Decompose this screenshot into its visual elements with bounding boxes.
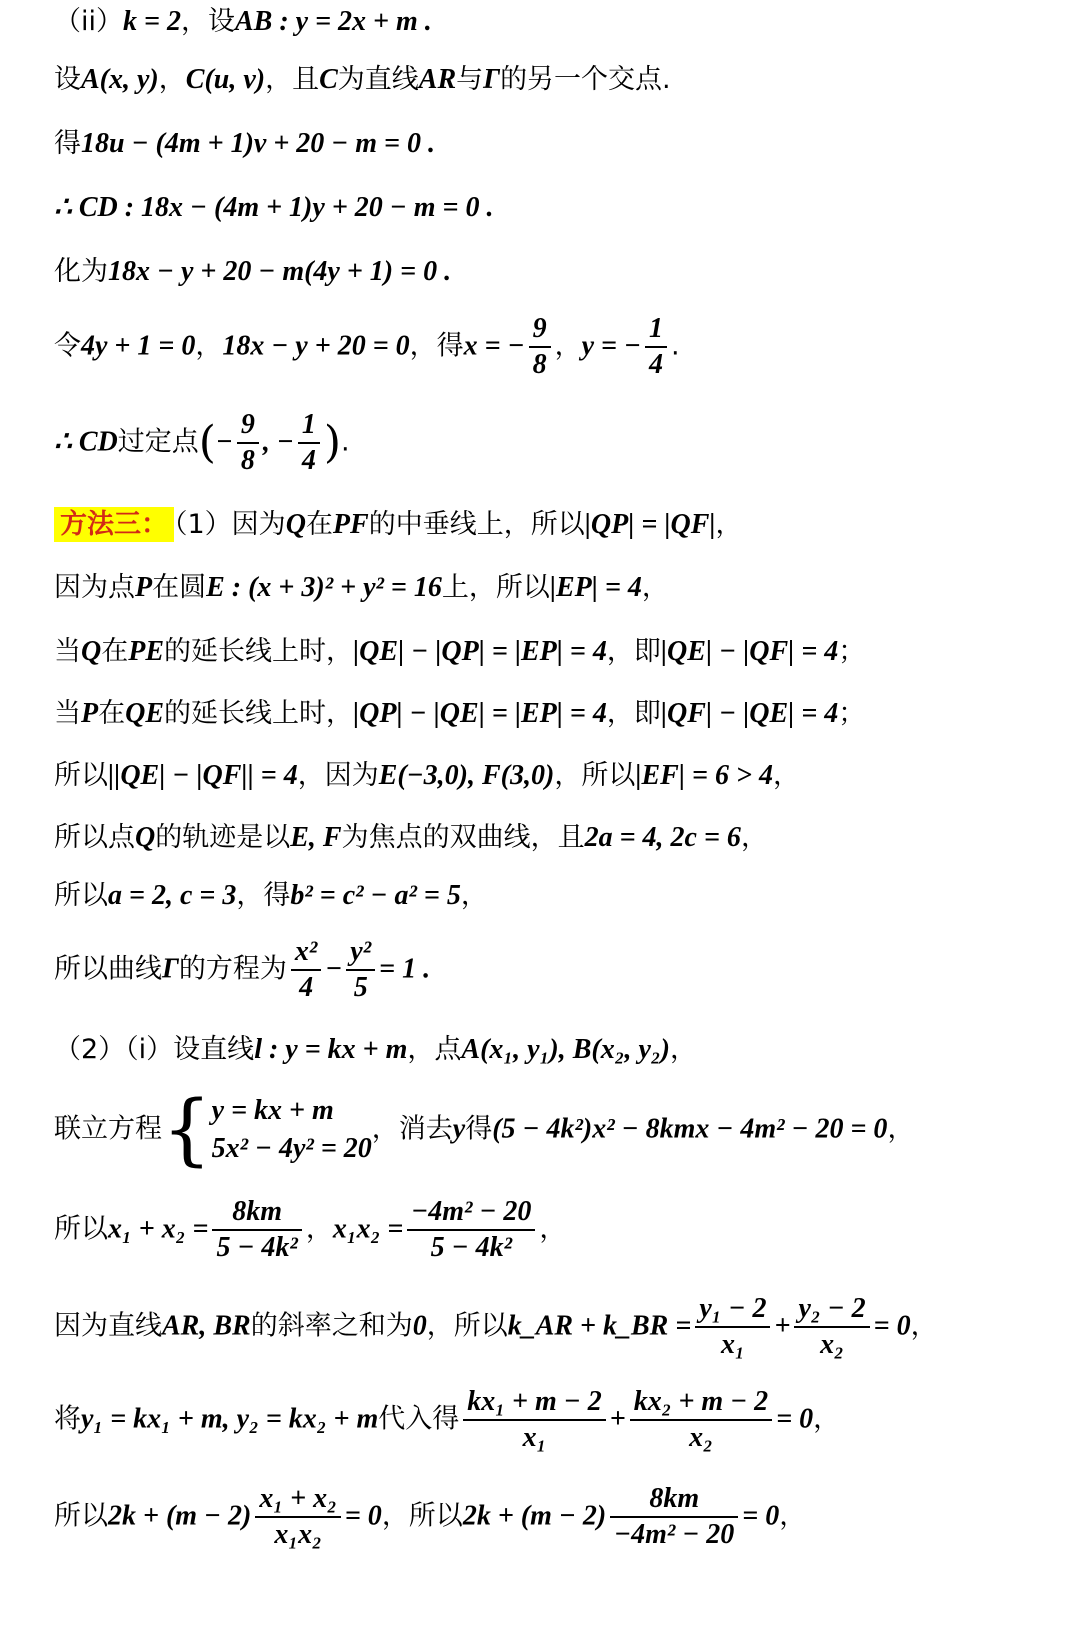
fraction: $\frac{\text{kx₁ + m − 2}}{\text{x₁}}$ [463, 1385, 605, 1455]
line-18: 所以x₁ + x₂ = $\frac{8km}{\text{5 − 4k²}}$ ，x₁x₂ = $\frac{\text{−4m² − 20}}{\text{5 − 4k²}}$ ， [54, 1196, 567, 1263]
fraction: $\frac{9}{8}$ [237, 408, 259, 478]
line-2: 设A(x, y)，C(u, v)，且C为直线AR与Γ的另一个交点. [54, 64, 671, 95]
line-13: 所以点Q的轨迹是以E, F为焦点的双曲线，且2a = 4, 2c = 6， [54, 822, 768, 853]
fraction: $\frac{\text{−4m² − 20}}{\text{5 − 4k²}}$ [407, 1195, 535, 1265]
fraction: $\frac{\text{x²}}{4}$ [291, 935, 321, 1005]
line-10: 当Q在PE的延长线上时，|QE| − |QP| = |EP| = 4，即|QE| − |QF| = 4； [54, 636, 866, 667]
line-5: 化为18x − y + 20 − m(4y + 1) = 0 . [54, 256, 452, 287]
line-9: 因为点P在圆E : (x + 3)² + y² = 16上，所以|EP| = 4， [54, 572, 669, 603]
line-8: 方法三： （1）因为Q在PF的中垂线上，所以|QP| = |QF|， [54, 505, 743, 545]
fraction: $\frac{\text{y²}}{5}$ [346, 935, 375, 1005]
equation-system: y = kx + m 5x² − 4y² = 20 [211, 1095, 372, 1164]
line-20: 将y₁ = kx₁ + m, y₂ = kx₂ + m代入得 $\frac{\text{kx₁ + m − 2}}{\text{x₁}}$ + $\frac{\text{kx₂ + m − 2}}{\text{x₂}}$ = 0， [54, 1386, 841, 1453]
fraction: $\frac{\text{y₁ − 2}}{\text{x₁}}$ [695, 1292, 770, 1362]
fraction: $\frac{9}{8}$ [529, 312, 551, 382]
line-11: 当P在QE的延长线上时，|QP| − |QE| = |EP| = 4，即|QF| − |QE| = 4； [54, 698, 866, 729]
line-4: ∴ CD : 18x − (4m + 1)y + 20 − m = 0 . [54, 192, 494, 223]
fraction: $\frac{1}{4}$ [298, 408, 320, 478]
fraction: $\frac{8km}{\text{−4m² − 20}}$ [610, 1482, 738, 1552]
line-7: ∴ CD过定点(− $\frac{9}{8}$ , − $\frac{1}{4}$ ). [54, 409, 350, 476]
fraction: $\frac{\text{y₂ − 2}}{\text{x₂}}$ [794, 1292, 869, 1362]
line-19: 因为直线AR, BR的斜率之和为0，所以k_AR + k_BR = $\frac{\text{y₁ − 2}}{\text{x₁}}$ + $\frac{\text{y₂ − 2}}{\text{x₂}}$ = 0， [54, 1293, 938, 1360]
line-17: 联立方程{ y = kx + m 5x² − 4y² = 20 ，消去y得(5 − 4k²)x² − 8kmx − 4m² − 20 = 0， [54, 1085, 915, 1175]
fraction: $\frac{\text{x₁ + x₂}}{\text{x₁x₂}}$ [255, 1482, 340, 1552]
line-16: （2）（i）设直线l : y = kx + m，点A(x₁, y₁), B(x₂, y₂)， [54, 1034, 697, 1065]
line-12: 所以||QE| − |QF|| = 4，因为E(−3,0), F(3,0)，所以|EF| = 6 > 4， [54, 760, 800, 791]
line-21: 所以2k + (m − 2) $\frac{\text{x₁ + x₂}}{\text{x₁x₂}}$ = 0，所以2k + (m − 2) $\frac{8km}{\text{−4m² − 20}}$ = 0， [54, 1483, 807, 1550]
system-brace: { [162, 1085, 212, 1175]
fraction: $\frac{8km}{\text{5 − 4k²}}$ [212, 1195, 301, 1265]
method-three-highlight: 方法三： [54, 507, 174, 542]
line-15: 所以曲线Γ的方程为 $\frac{\text{x²}}{4}$ − $\frac{\text{y²}}{5}$ = 1 . [54, 936, 431, 1003]
fraction: $\frac{\text{kx₂ + m − 2}}{\text{x₂}}$ [630, 1385, 772, 1455]
line-3: 得18u − (4m + 1)v + 20 − m = 0 . [54, 128, 436, 159]
line-6: 令4y + 1 = 0，18x − y + 20 = 0，得x = − $\frac{9}{8}$ ，y = − $\frac{1}{4}$ . [54, 313, 680, 380]
fraction: $\frac{1}{4}$ [645, 312, 667, 382]
line-14: 所以a = 2, c = 3，得b² = c² − a² = 5， [54, 880, 488, 911]
line-1: （ii）k = 2，设AB : y = 2x + m . [54, 6, 432, 37]
